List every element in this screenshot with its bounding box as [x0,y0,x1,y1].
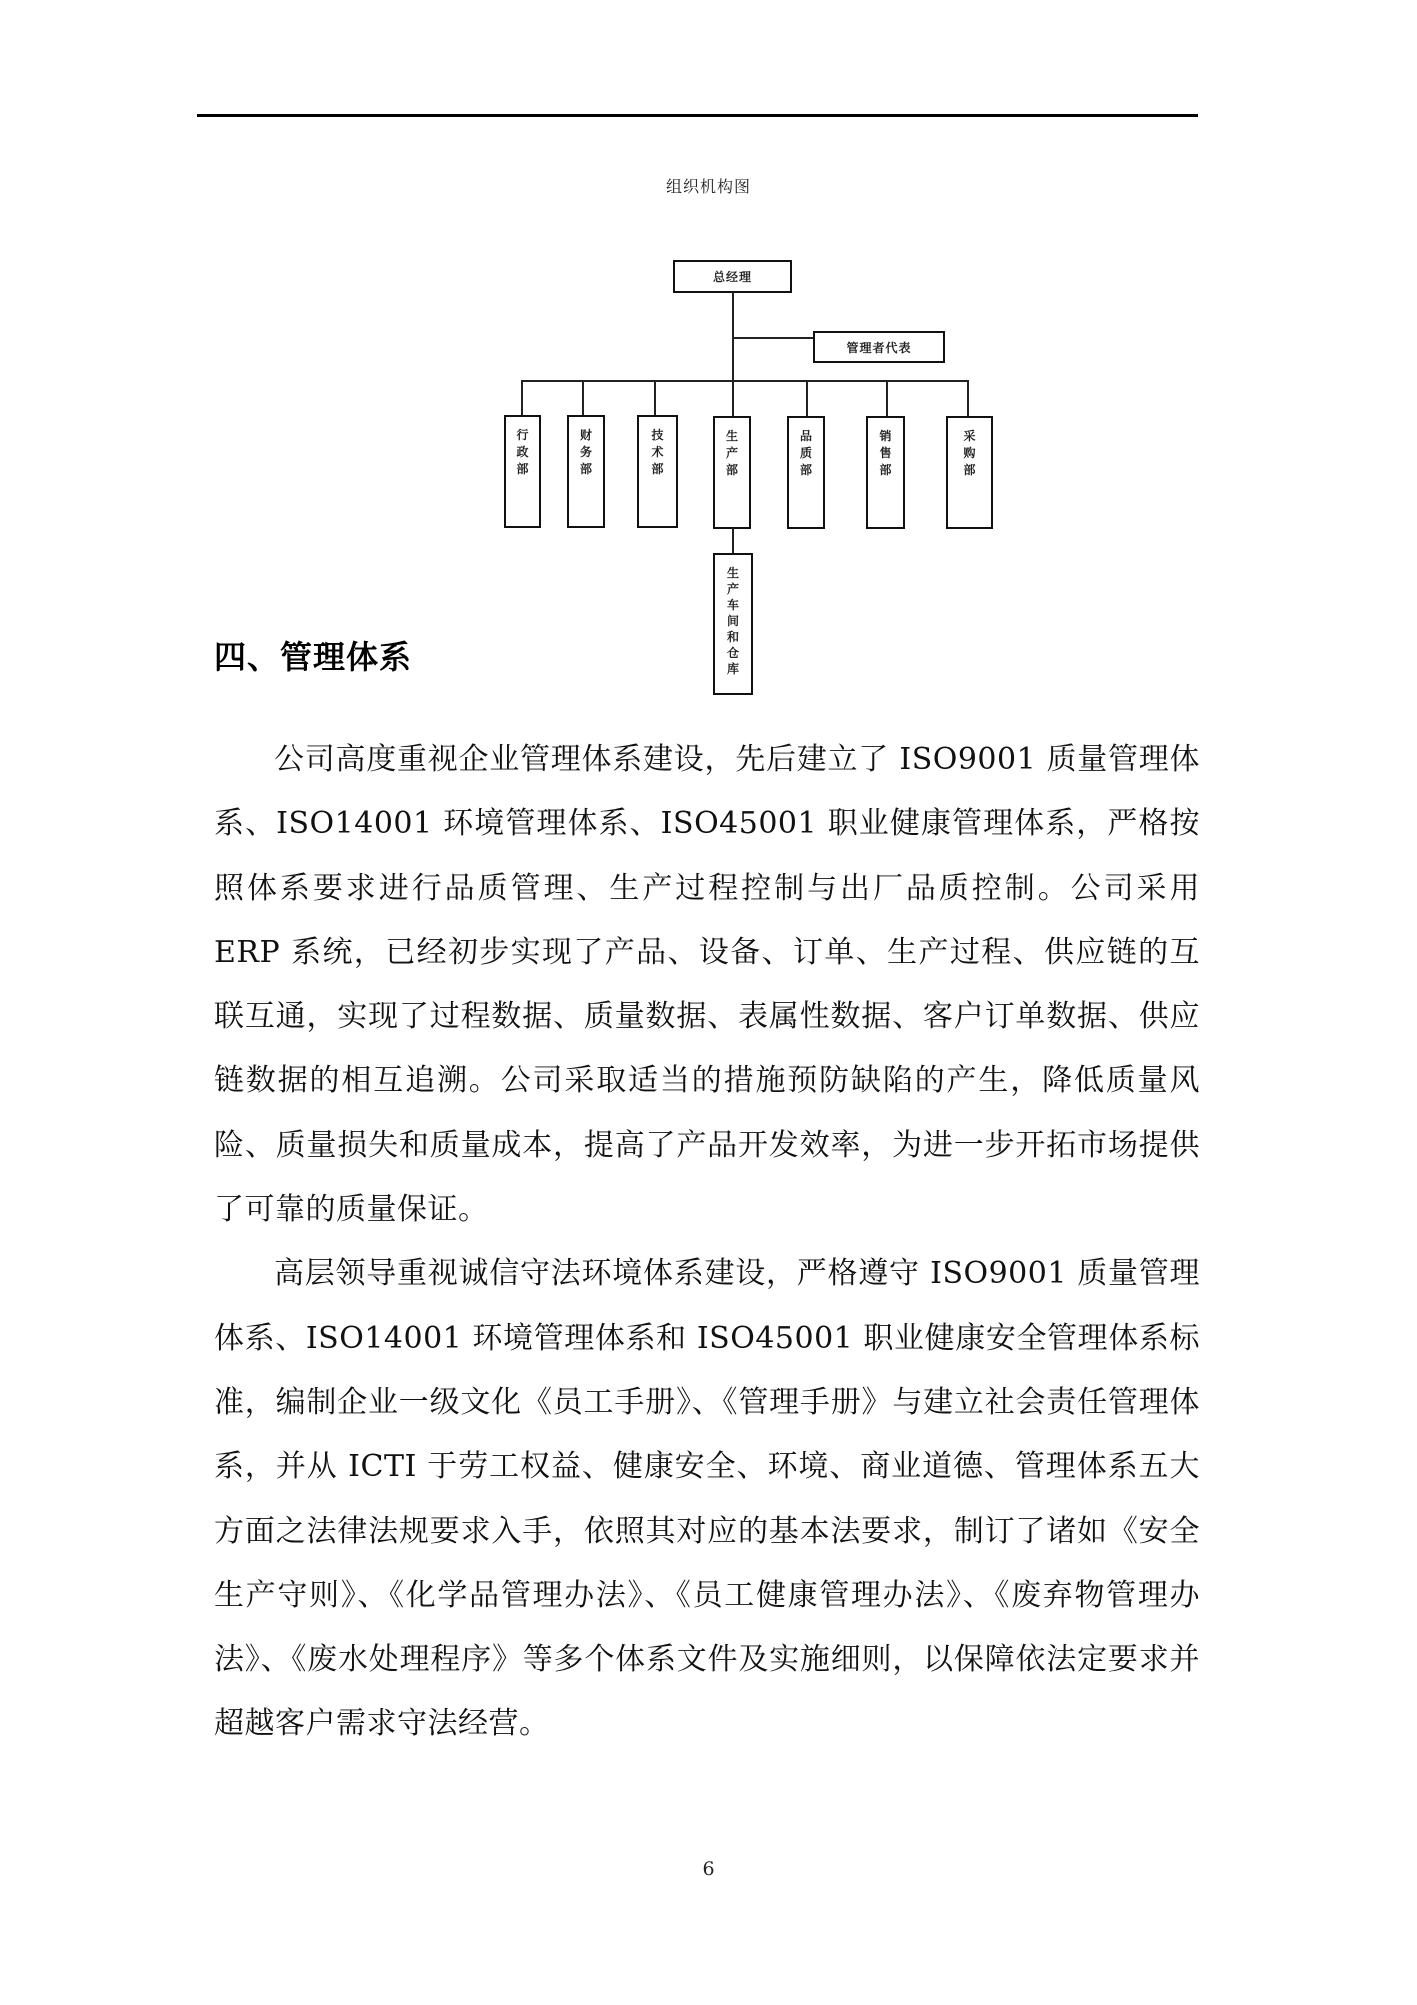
connector-line [967,381,969,416]
org-box-char: 品 [799,429,812,443]
org-box-label: 管理者代表 [846,340,912,355]
org-box-char: 部 [516,462,529,476]
org-box-char: 间 [726,614,739,628]
org-box-char: 质 [799,446,812,460]
org-box-char: 行 [516,428,529,442]
org-box-char: 政 [516,445,529,459]
connector-line [733,337,814,339]
org-chart-title: 组织机构图 [665,177,751,196]
org-box-production-dept [713,416,751,529]
org-box-char: 务 [579,445,592,459]
org-box-purchasing-dept [946,416,993,529]
connector-line [521,380,969,382]
org-box-char: 购 [963,446,976,460]
org-box-char: 部 [799,463,812,477]
org-box-management-representative [813,331,945,363]
paragraph: 公司高度重视企业管理体系建设，先后建立了 ISO9001 质量管理体系、ISO14001 环境管理体系、ISO45001 职业健康管理体系，严格按照体系要求进行品质管理、生产过程控制与出厂品质控制。公司采用 ERP 系统，已经初步实现了产品、设备、订单、生产过程、供应链的互联互通，实现了过程数据、质量数据、表属性数据、客户订单数据、供应链数据的相互追溯。公司采取适当的措施预防缺陷的产生，降低质量风险、质量损失和质量成本，提高了产品开发效率，为进一步开拓市场提供了可靠的质量保证。 [214,742,1200,1228]
page-number: 6 [702,1858,715,1880]
org-box-char: 部 [579,462,592,476]
org-box-workshop-warehouse [713,553,753,695]
org-box-char: 财 [579,428,592,442]
org-box-char: 产 [726,582,739,596]
org-box-label: 总经理 [712,270,752,284]
org-box-char: 部 [725,463,738,477]
org-box-char: 仓 [726,646,739,660]
org-box-char: 车 [726,598,739,612]
org-box-admin-dept [504,415,541,528]
connector-line [806,381,808,416]
org-box-char: 部 [963,463,976,477]
paragraph: 高层领导重视诚信守法环境体系建设，严格遵守 ISO9001 质量管理体系、ISO14001 环境管理体系和 ISO45001 职业健康安全管理体系标准，编制企业一级文化《员工手册》、《管理手册》与建立社会责任管理体系，并从 ICTI 于劳工权益、健康安全、环境、商业道德、管理体系五大方面之法律法规要求入手，依照其对应的基本法要求，制订了诸如《安全生产守则》、《化学品管理办法》、《员工健康管理办法》、《废弃物管理办法》、《废水处理程序》等多个体系文件及实施细则，以保障依法定要求并超越客户需求守法经营。 [214,1256,1200,1742]
org-box-char: 销 [879,429,892,443]
section-heading: 四、管理体系 [214,638,413,676]
org-box-char: 术 [651,445,664,459]
org-box-char: 产 [725,446,738,460]
connector-line [732,528,734,554]
org-box-char: 采 [963,429,976,443]
org-box-finance-dept [567,415,605,528]
connector-line [582,381,584,416]
org-box-char: 部 [879,463,892,477]
org-box-char: 库 [726,662,739,676]
header-rule [197,114,1198,117]
org-box-char: 售 [879,446,892,460]
org-box-sales-dept [866,416,905,529]
org-box-char: 生 [725,429,738,443]
org-box-tech-dept [637,415,678,528]
org-box-char: 部 [651,462,664,476]
org-box-general-manager [673,260,792,293]
connector-line [886,381,888,416]
org-box-char: 和 [726,630,739,644]
connector-line [654,381,656,416]
org-box-char: 生 [726,566,739,580]
org-box-char: 技 [651,428,664,442]
org-box-quality-dept [787,416,825,529]
section-body [214,728,1200,1757]
connector-line [521,381,523,416]
connector-line [732,292,734,416]
